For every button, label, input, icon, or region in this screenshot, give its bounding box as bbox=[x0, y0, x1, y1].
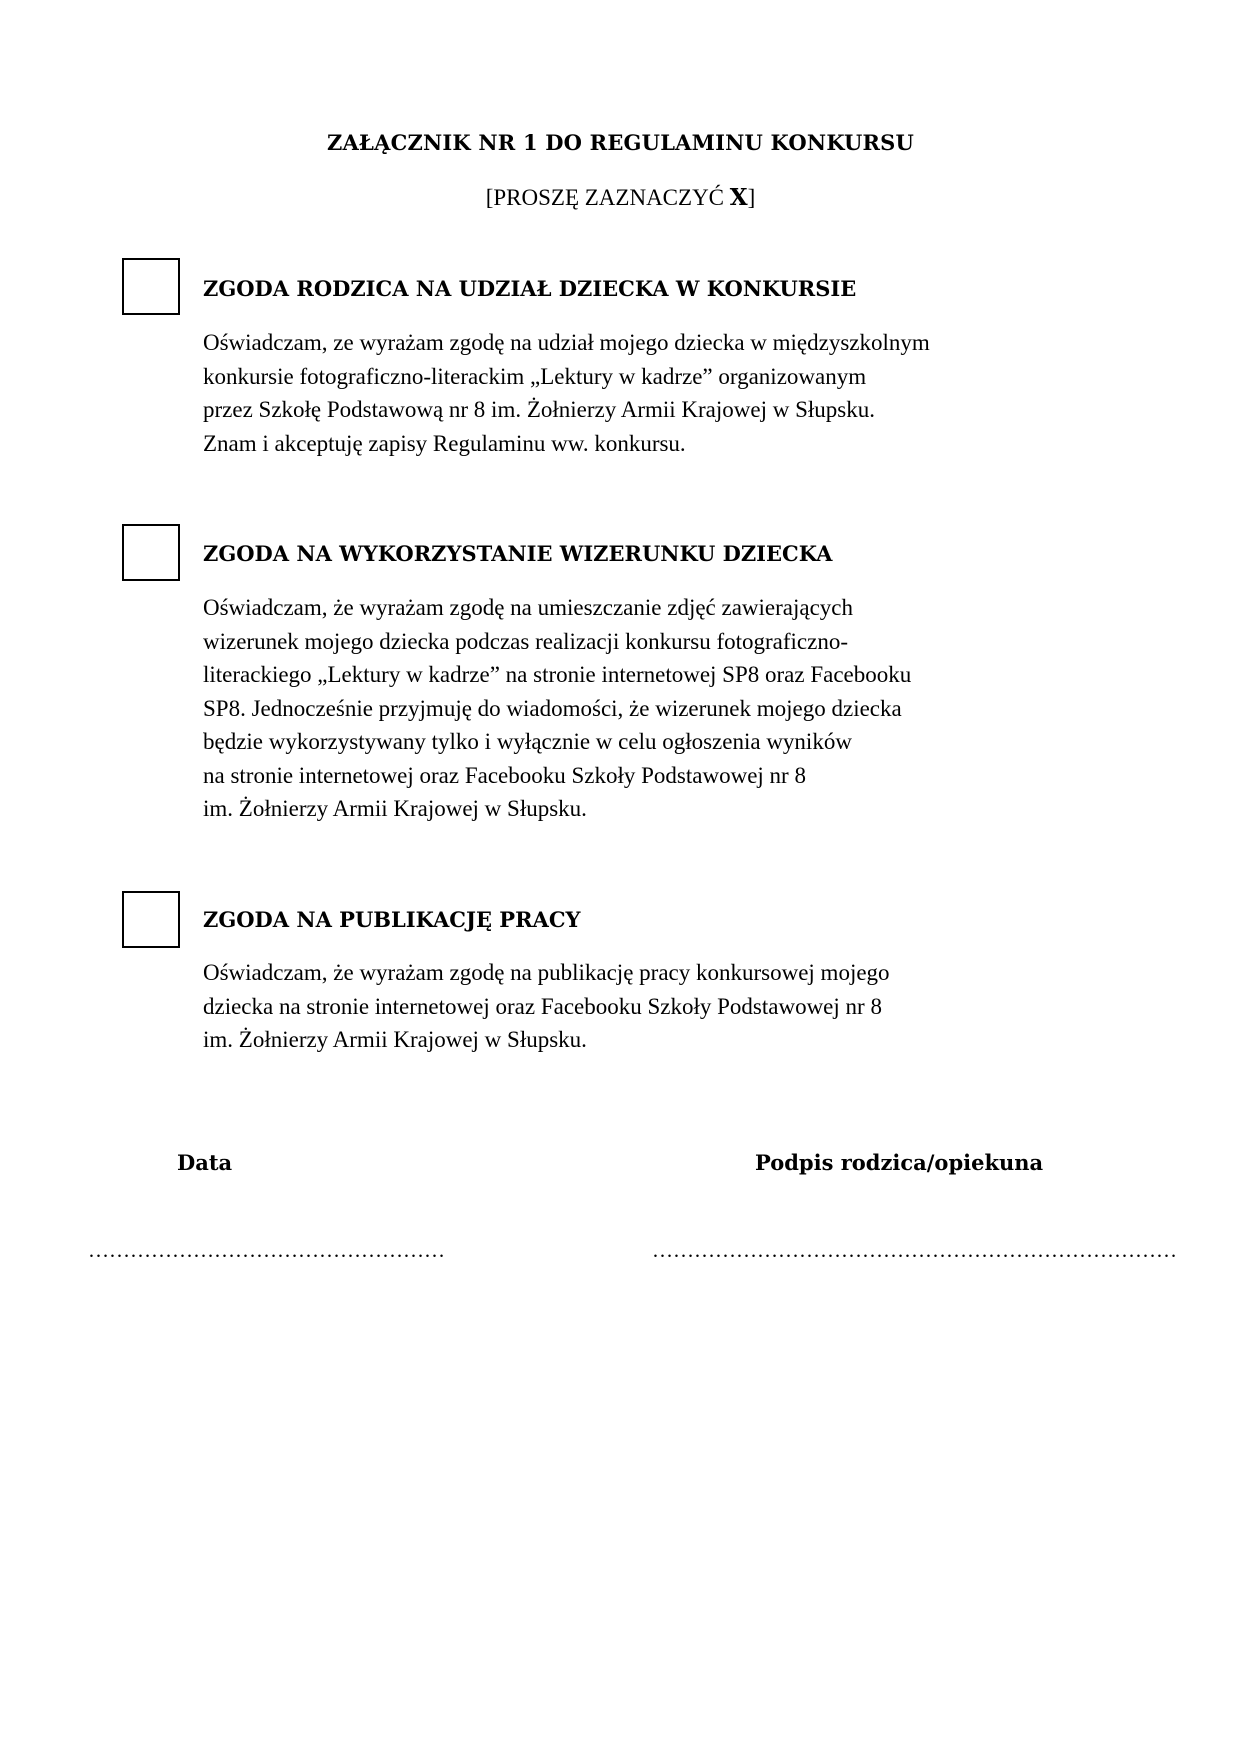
body-line: wizerunek mojego dziecka podczas realizacji konkursu fotograficzno- bbox=[203, 628, 848, 654]
date-field-line[interactable]: …………………………………………… bbox=[88, 1238, 445, 1262]
body-line: na stronie internetowej oraz Facebooku Szkoły Podstawowej nr 8 bbox=[203, 762, 806, 788]
body-line: Oświadczam, że wyrażam zgodę na publikację pracy konkursowej mojego bbox=[203, 960, 890, 985]
section-heading-image: ZGODA NA WYKORZYSTANIE WIZERUNKU DZIECKA bbox=[203, 541, 833, 566]
body-line: SP8. Jednocześnie przyjmuję do wiadomości, że wizerunek mojego dziecka bbox=[203, 695, 902, 721]
section-body-publication bbox=[203, 956, 890, 1057]
body-line: literackiego „Lektury w kadrze” na stronie internetowej SP8 oraz Facebooku bbox=[203, 662, 912, 687]
signature-label: Podpis rodzica/opiekuna bbox=[755, 1150, 1044, 1175]
instruction-text bbox=[0, 184, 1241, 211]
section-heading-publication: ZGODA NA PUBLIKACJĘ PRACY bbox=[203, 907, 581, 932]
consent-participation-checkbox[interactable] bbox=[122, 258, 180, 315]
body-line: będzie wykorzystywany tylko i wyłącznie w celu ogłoszenia wyników bbox=[203, 729, 852, 754]
page-title: ZAŁĄCZNIK NR 1 DO REGULAMINU KONKURSU bbox=[326, 130, 915, 155]
body-line: im. Żołnierzy Armii Krajowej w Słupsku. bbox=[203, 796, 587, 821]
body-line: Oświadczam, że wyrażam zgodę na umieszczanie zdjęć zawierających bbox=[203, 595, 854, 620]
consent-image-checkbox[interactable] bbox=[122, 524, 180, 581]
instruction-prefix: [PROSZĘ ZAZNACZYĆ bbox=[485, 185, 730, 210]
body-line: im. Żołnierzy Armii Krajowej w Słupsku. bbox=[203, 1027, 587, 1052]
section-body-image bbox=[203, 591, 911, 826]
body-line: Znam i akceptuję zapisy Regulaminu ww. konkursu. bbox=[203, 430, 686, 456]
signature-field-line[interactable]: ………………………………………………………………… bbox=[652, 1238, 1177, 1262]
date-label: Data bbox=[177, 1150, 233, 1175]
body-line: Oświadczam, ze wyrażam zgodę na udział mojego dziecka w międzyszkolnym bbox=[203, 330, 930, 355]
instruction-suffix: ] bbox=[747, 185, 756, 210]
consent-publication-checkbox[interactable] bbox=[122, 891, 180, 948]
body-line: dziecka na stronie internetowej oraz Facebooku Szkoły Podstawowej nr 8 bbox=[203, 993, 882, 1019]
body-line: konkursie fotograficzno-literackim „Lektury w kadrze” organizowanym bbox=[203, 363, 867, 389]
instruction-mark: X bbox=[729, 184, 748, 211]
section-body-participation bbox=[203, 326, 930, 460]
body-line: przez Szkołę Podstawową nr 8 im. Żołnierzy Armii Krajowej w Słupsku. bbox=[203, 397, 875, 422]
section-heading-participation: ZGODA RODZICA NA UDZIAŁ DZIECKA W KONKURSIE bbox=[203, 276, 857, 301]
